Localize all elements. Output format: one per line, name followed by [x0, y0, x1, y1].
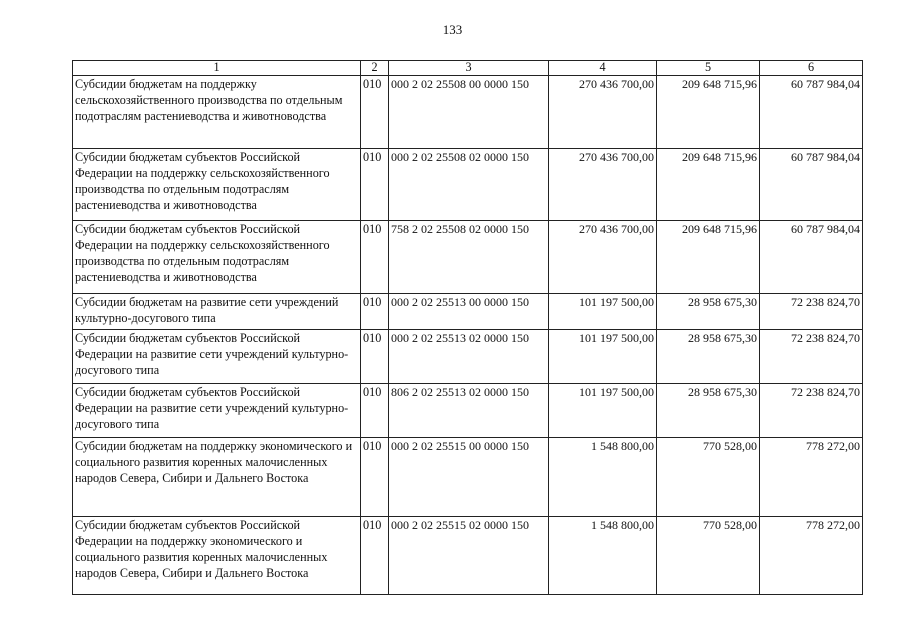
- column-header-5: 5: [657, 61, 760, 76]
- row-remainder-amount: 60 787 984,04: [760, 76, 863, 149]
- row-admin-code: 010: [361, 294, 389, 330]
- row-remainder-amount: 60 787 984,04: [760, 149, 863, 221]
- row-budget-code: 000 2 02 25508 02 0000 150: [389, 149, 549, 221]
- row-admin-code: 010: [361, 438, 389, 517]
- page-number: 133: [442, 22, 463, 37]
- table-row: [73, 221, 863, 294]
- row-admin-code: 010: [361, 149, 389, 221]
- column-header-1: 1: [73, 61, 361, 76]
- row-executed-amount: 209 648 715,96: [657, 76, 760, 149]
- row-admin-code: 010: [361, 221, 389, 294]
- row-budget-code: 000 2 02 25508 00 0000 150: [389, 76, 549, 149]
- row-name: Субсидии бюджетам субъектов Российской Федерации на развитие сети учреждений культурно-досугового типа: [73, 384, 361, 438]
- row-remainder-amount: 60 787 984,04: [760, 221, 863, 294]
- row-executed-amount: 209 648 715,96: [657, 149, 760, 221]
- row-name: Субсидии бюджетам субъектов Российской Федерации на поддержку сельскохозяйственного производства по отдельным подотраслям растениеводства и животноводства: [73, 149, 361, 221]
- table-row: [73, 294, 863, 330]
- row-executed-amount: 28 958 675,30: [657, 330, 760, 384]
- row-name: Субсидии бюджетам на развитие сети учреждений культурно-досугового типа: [73, 294, 361, 330]
- row-plan-amount: 270 436 700,00: [549, 149, 657, 221]
- table-row: [73, 76, 863, 149]
- row-name: Субсидии бюджетам на поддержку сельскохозяйственного производства по отдельным подотраслям растениеводства и животноводства: [73, 76, 361, 149]
- row-plan-amount: 270 436 700,00: [549, 221, 657, 294]
- row-admin-code: 010: [361, 330, 389, 384]
- column-header-6: 6: [760, 61, 863, 76]
- row-budget-code: 806 2 02 25513 02 0000 150: [389, 384, 549, 438]
- table-row: [73, 384, 863, 438]
- row-plan-amount: 101 197 500,00: [549, 384, 657, 438]
- row-remainder-amount: 778 272,00: [760, 517, 863, 595]
- column-header-2: 2: [361, 61, 389, 76]
- row-executed-amount: 770 528,00: [657, 438, 760, 517]
- row-budget-code: 758 2 02 25508 02 0000 150: [389, 221, 549, 294]
- row-executed-amount: 28 958 675,30: [657, 294, 760, 330]
- row-name: Субсидии бюджетам на поддержку экономического и социального развития коренных малочисленных народов Севера, Сибири и Дальнего Востока: [73, 438, 361, 517]
- row-remainder-amount: 778 272,00: [760, 438, 863, 517]
- row-admin-code: 010: [361, 517, 389, 595]
- row-executed-amount: 209 648 715,96: [657, 221, 760, 294]
- row-budget-code: 000 2 02 25515 00 0000 150: [389, 438, 549, 517]
- table-row: [73, 438, 863, 517]
- row-remainder-amount: 72 238 824,70: [760, 384, 863, 438]
- table-row: [73, 330, 863, 384]
- row-executed-amount: 28 958 675,30: [657, 384, 760, 438]
- row-name: Субсидии бюджетам субъектов Российской Федерации на поддержку экономического и социального развития коренных малочисленных народов Севера, Сибири и Дальнего Востока: [73, 517, 361, 595]
- row-plan-amount: 1 548 800,00: [549, 438, 657, 517]
- row-remainder-amount: 72 238 824,70: [760, 294, 863, 330]
- row-plan-amount: 270 436 700,00: [549, 76, 657, 149]
- row-budget-code: 000 2 02 25513 00 0000 150: [389, 294, 549, 330]
- column-header-4: 4: [549, 61, 657, 76]
- table-row: [73, 517, 863, 595]
- row-name: Субсидии бюджетам субъектов Российской Федерации на поддержку сельскохозяйственного производства по отдельным подотраслям растениеводства и животноводства: [73, 221, 361, 294]
- column-header-3: 3: [389, 61, 549, 76]
- row-plan-amount: 101 197 500,00: [549, 330, 657, 384]
- row-budget-code: 000 2 02 25515 02 0000 150: [389, 517, 549, 595]
- table-header-row: [73, 61, 863, 76]
- row-plan-amount: 1 548 800,00: [549, 517, 657, 595]
- row-plan-amount: 101 197 500,00: [549, 294, 657, 330]
- row-admin-code: 010: [361, 76, 389, 149]
- row-name: Субсидии бюджетам субъектов Российской Федерации на развитие сети учреждений культурно-досугового типа: [73, 330, 361, 384]
- row-admin-code: 010: [361, 384, 389, 438]
- table-row: [73, 149, 863, 221]
- row-budget-code: 000 2 02 25513 02 0000 150: [389, 330, 549, 384]
- row-remainder-amount: 72 238 824,70: [760, 330, 863, 384]
- row-executed-amount: 770 528,00: [657, 517, 760, 595]
- budget-table: [72, 60, 863, 595]
